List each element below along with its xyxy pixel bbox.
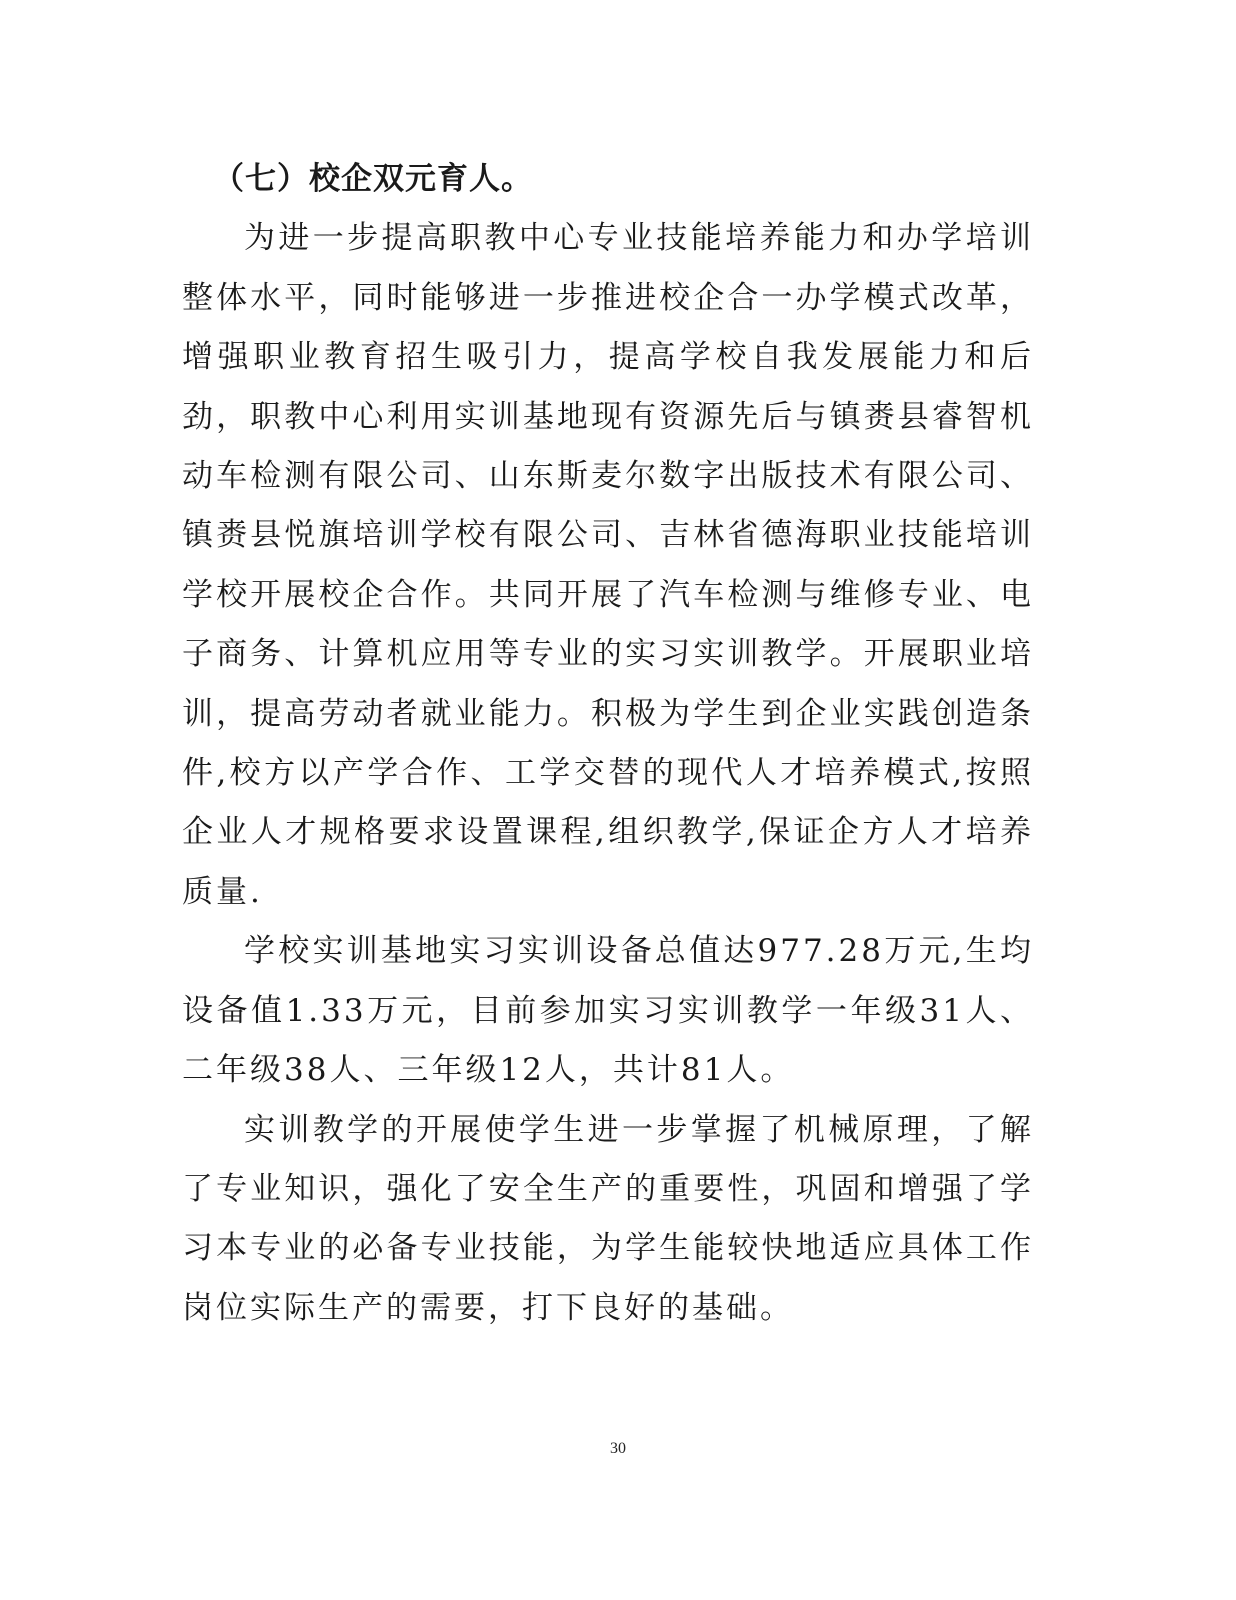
paragraph-equipment-statistics: 学校实训基地实习实训设备总值达977.28万元,生均设备值1.33万元，目前参加实习实训教学一年级31人、二年级38人、三年级12人，共计81人。 <box>182 933 1034 1089</box>
section-heading: （七）校企双元育人。 <box>213 161 533 197</box>
page-number: 30 <box>610 1440 626 1457</box>
paragraph-school-enterprise-cooperation: 为进一步提高职教中心专业技能培养能力和办学培训整体水平，同时能够进一步推进校企合一办学模式改革，增强职业教育招生吸引力，提高学校自我发展能力和后劲，职教中心利用实训基地现有资源先后与镇赉县睿智机动车检测有限公司、山东斯麦尔数字出版技术有限公司、镇赉县悦旗培训学校有限公司、吉林省德海职业技能培训学校开展校企合作。共同开展了汽车检测与维修专业、电子商务、计算机应用等专业的实习实训教学。开展职业培训，提高劳动者就业能力。积极为学生到企业实践创造条件,校方以产学合作、工学交替的现代人才培养模式,按照企业人才规格要求设置课程,组织教学,保证企方人才培养质量. <box>182 220 1034 910</box>
paragraph-training-outcomes: 实训教学的开展使学生进一步掌握了机械原理，了解了专业知识，强化了安全生产的重要性，巩固和增强了学习本专业的必备专业技能，为学生能较快地适应具体工作岗位实际生产的需要，打下良好的基础。 <box>182 1111 1034 1326</box>
page-content <box>182 150 1034 1338</box>
